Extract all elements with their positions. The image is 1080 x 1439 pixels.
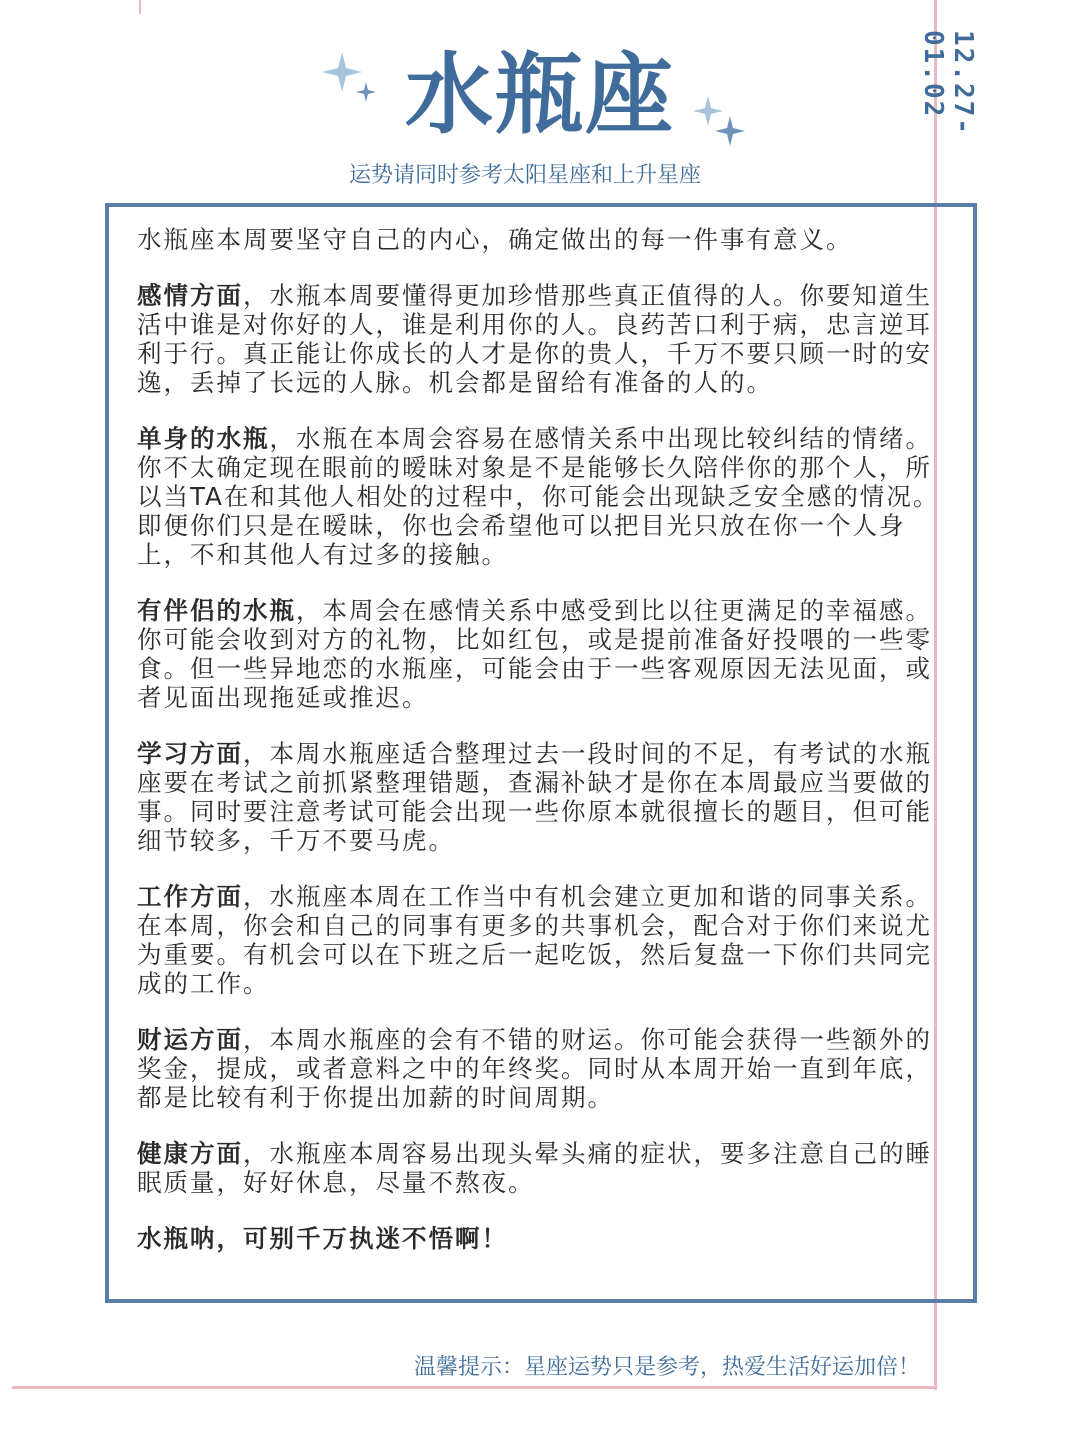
pink-tick-line xyxy=(139,0,141,14)
section-lead: 感情方面 xyxy=(137,281,243,310)
section-body: ，本周会在感情关系中感受到比以往更满足的幸福感。你可能会收到对方的礼物，比如红包，或是提前准备好投喂的一些零食。但一些异地恋的水瓶座，可能会由于一些客观原因无法见面，或者见面出现拖延或推迟。 xyxy=(137,596,932,712)
section-health xyxy=(137,1139,945,1197)
section-body: ，水瓶在本周会容易在感情关系中出现比较纠结的情绪。你不太确定现在眼前的暧昧对象是不是能够长久陪伴你的那个人，所以当TA在和其他人相处的过程中，你可能会出现缺乏安全感的情况。即便你们只是在暧昧，你也会希望他可以把目光只放在你一个人身上，不和其他人有过多的接触。 xyxy=(137,424,940,569)
section-love xyxy=(137,281,945,397)
section-body: ，本周水瓶座的会有不错的财运。你可能会获得一些额外的奖金，提成，或者意料之中的年终奖。同时从本周开始一直到年底，都是比较有利于你提出加薪的时间周期。 xyxy=(137,1025,932,1112)
section-lead: 有伴侣的水瓶 xyxy=(137,596,296,625)
section-body: ，水瓶座本周容易出现头晕头痛的症状，要多注意自己的睡眠质量，好好休息，尽量不熬夜。 xyxy=(137,1139,932,1197)
section-lead: 单身的水瓶 xyxy=(137,424,270,453)
section-lead: 学习方面 xyxy=(137,739,243,768)
page-subtitle: 运势请同时参考太阳星座和上升星座 xyxy=(348,163,701,188)
section-lead: 工作方面 xyxy=(137,882,243,911)
section-wealth xyxy=(137,1025,945,1112)
section-single xyxy=(137,424,945,569)
horoscope-content-box xyxy=(105,203,977,1303)
footer-tip: 温馨提示：星座运势只是参考，热爱生活好运加倍！ xyxy=(413,1355,920,1380)
page-title: 水瓶座 xyxy=(404,43,675,146)
section-body: ，本周水瓶座适合整理过去一段时间的不足，有考试的水瓶座要在考试之前抓紧整理错题，查漏补缺才是你在本周最应当要做的事。同时要注意考试可能会出现一些你原本就很擅长的题目，但可能细节较多，千万不要马虎。 xyxy=(137,739,932,855)
section-lead: 健康方面 xyxy=(137,1139,243,1168)
closing-line: 水瓶呐，可别千万执迷不悟啊！ xyxy=(137,1224,508,1253)
section-study xyxy=(137,739,945,855)
intro-paragraph: 水瓶座本周要坚守自己的内心，确定做出的每一件事有意义。 xyxy=(137,225,853,254)
section-body: ，水瓶本周要懂得更加珍惜那些真正值得的人。你要知道生活中谁是对你好的人，谁是利用你的人。良药苦口利于病，忠言逆耳利于行。真正能让你成长的人才是你的贵人，千万不要只顾一时的安逸，丢掉了长远的人脉。机会都是留给有准备的人的。 xyxy=(137,281,932,397)
section-lead: 财运方面 xyxy=(137,1025,243,1054)
pink-horizontal-line xyxy=(12,1386,937,1389)
date-range: 12.27-01.02 xyxy=(918,30,978,136)
section-work xyxy=(137,882,945,998)
section-partnered xyxy=(137,596,945,712)
section-body: ，水瓶座本周在工作当中有机会建立更加和谐的同事关系。在本周，你会和自己的同事有更多的共事机会，配合对于你们来说尤为重要。有机会可以在下班之后一起吃饭，然后复盘一下你们共同完成的工作。 xyxy=(137,882,932,998)
